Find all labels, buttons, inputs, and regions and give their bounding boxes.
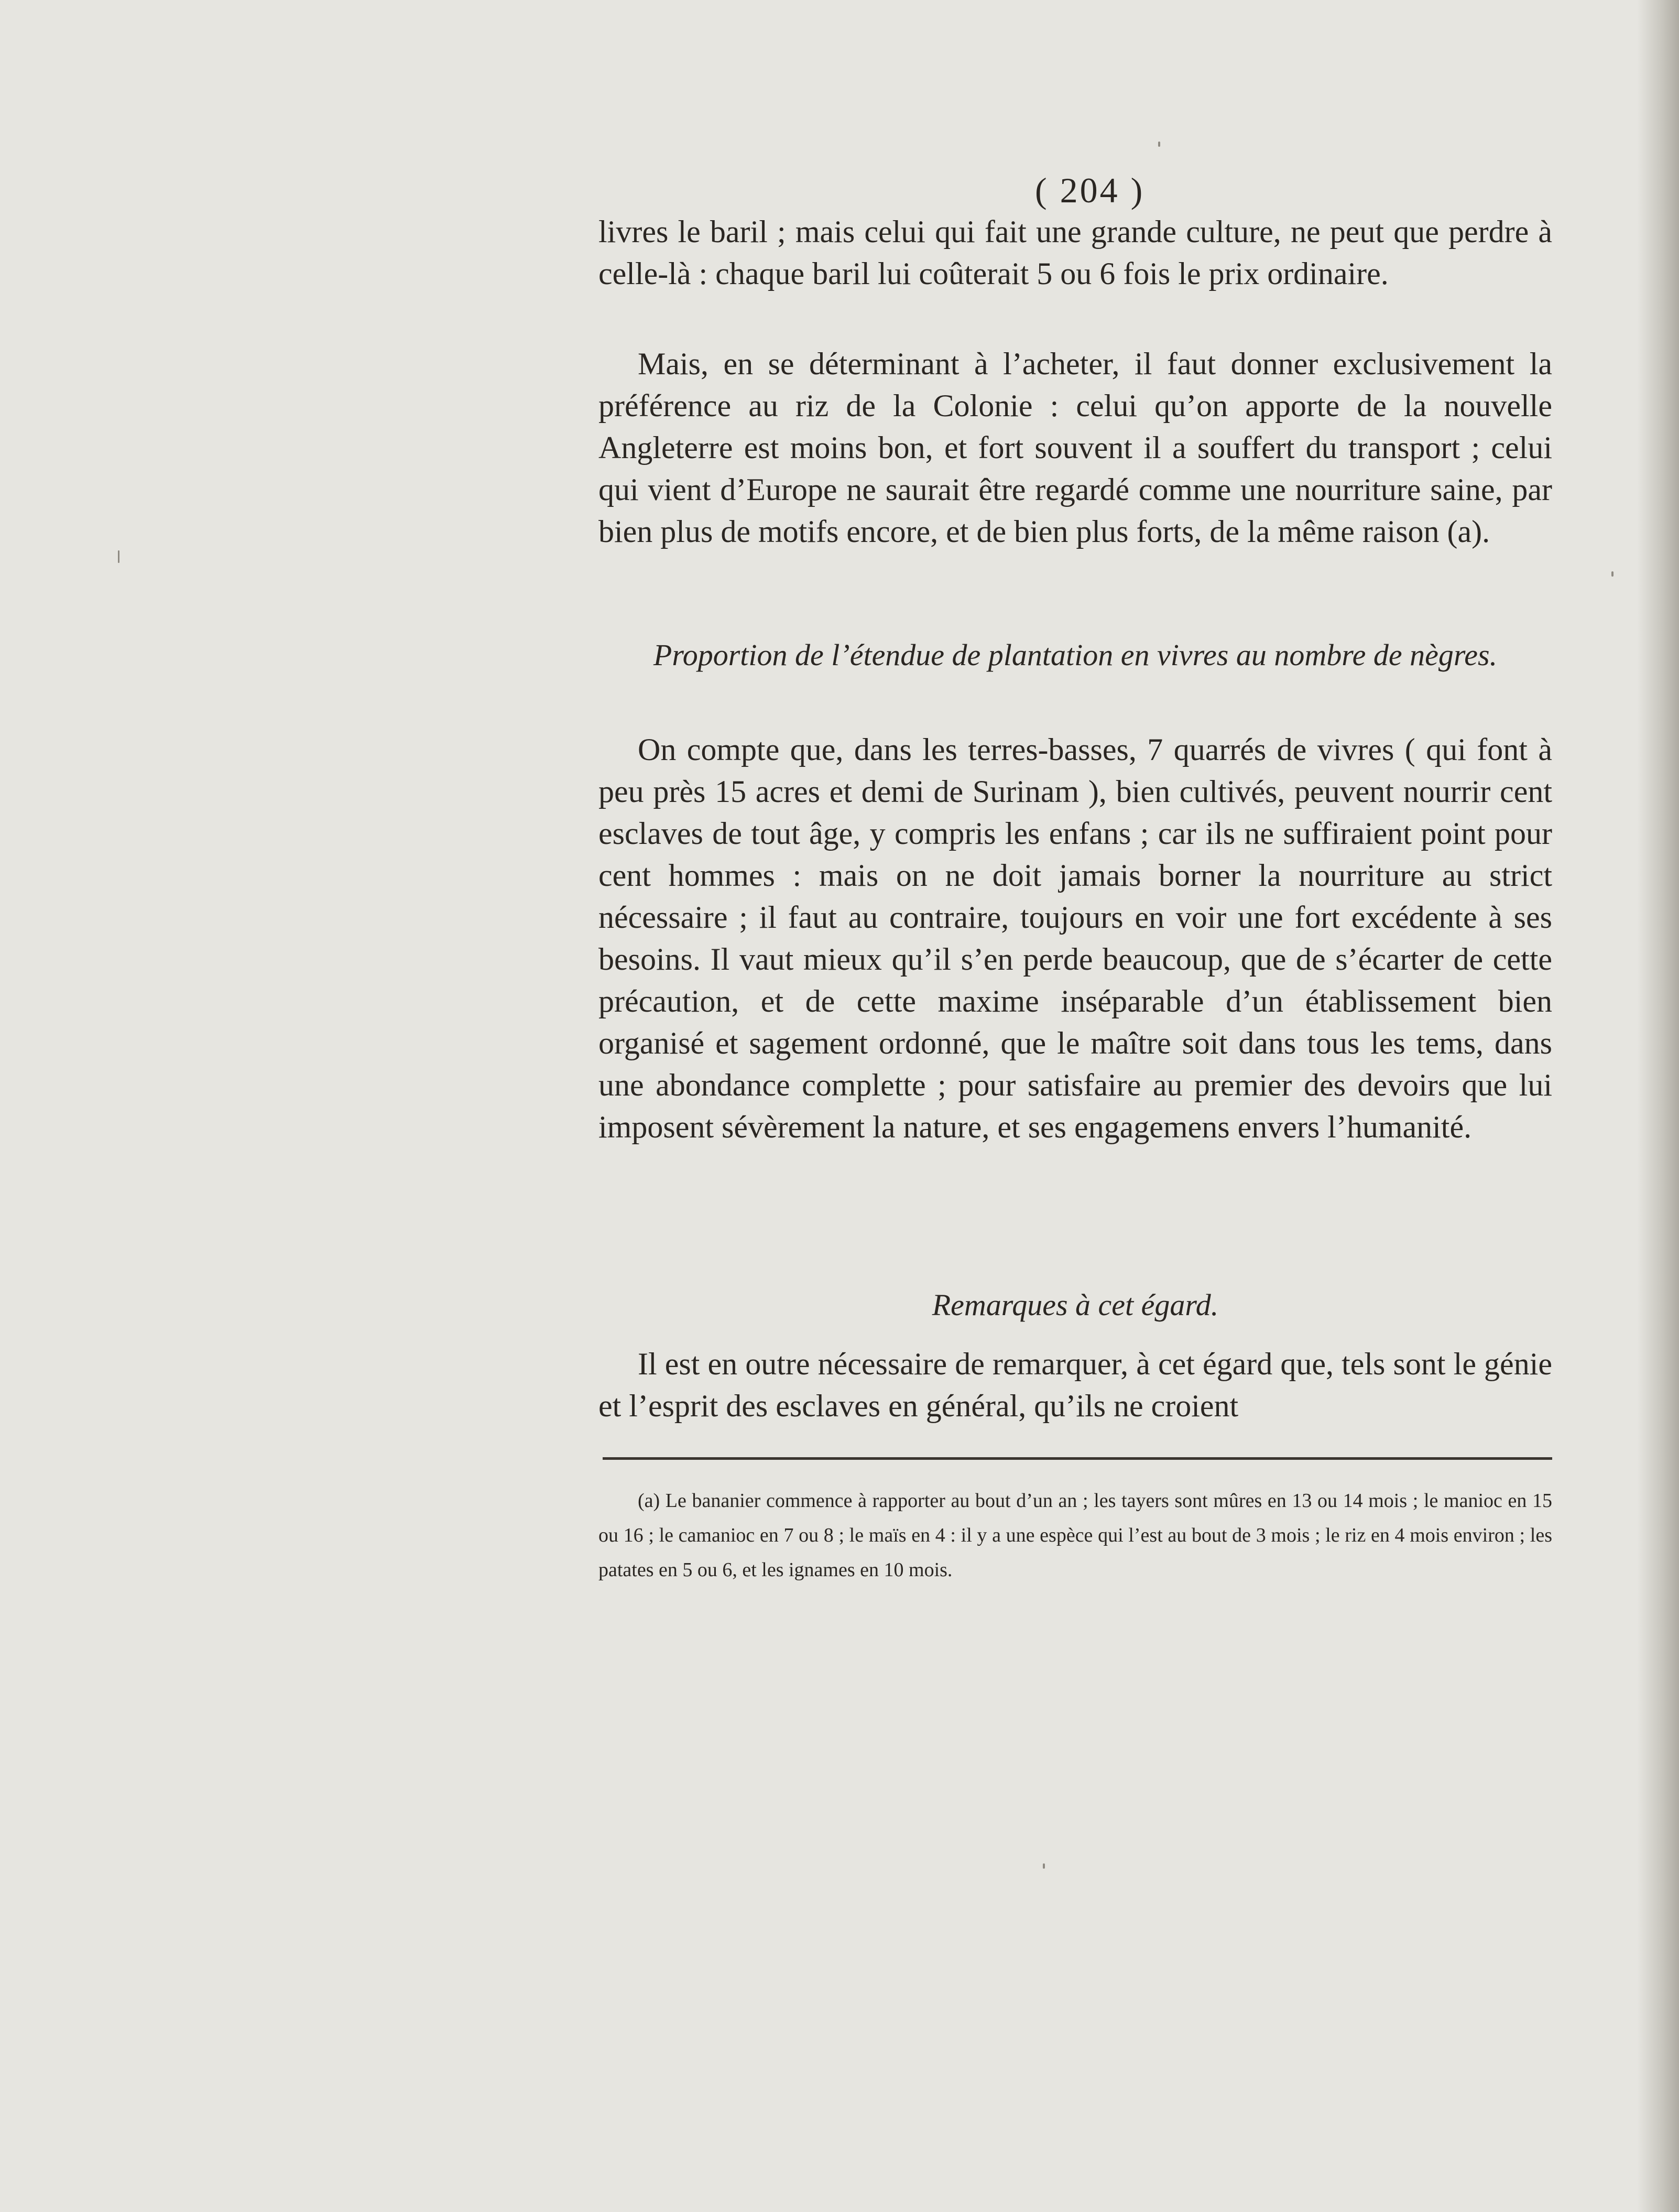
paragraph-continuation: livres le baril ; mais celui qui fait une grande culture, ne peut que perdre à celle-là : chaque baril lui coûterait 5 ou 6 fois le prix ordinaire. <box>598 214 1552 291</box>
paragraph-rice-purchase: Mais, en se déterminant à l’acheter, il faut donner exclusivement la préférence au riz de la Colonie : celui qu’on apporte de la nouvelle Angleterre est moins bon, et fort souvent il a souffert du transport ; celui qui vient d’Europe ne saurait être regardé comme une nourriture saine, par bien plus de motifs encore, et de bien plus forts, de la même raison (a). <box>598 346 1552 549</box>
footnote-divider <box>603 1457 1552 1460</box>
paragraph-remarks: Il est en outre nécessaire de remarquer, à cet égard que, tels sont le génie et l’esprit des esclaves en général, qu’ils ne croient <box>598 1347 1552 1423</box>
page-edge-shadow <box>1637 0 1679 2212</box>
section-heading-remarks: Remarques à cet égard. <box>932 1288 1219 1322</box>
section-heading-proportion: Proportion de l’étendue de plantation en vivres au nombre de nègres. <box>653 638 1498 672</box>
paper-speck <box>1043 1863 1045 1869</box>
paper-speck <box>1611 571 1613 577</box>
footnote-a: (a) Le bananier commence à rapporter au bout d’un an ; les tayers sont mûres en 13 ou 14 mois ; le manioc en 15 ou 16 ; le camanioc en 7 ou 8 ; le maïs en 4 : il y a une espèce qui l’est au bout de 3 mois ; le riz en 4 mois environ ; les patates en 5 ou 6, et les ignames en 10 mois. <box>598 1490 1552 1581</box>
paragraph-provisions: On compte que, dans les terres-basses, 7 quarrés de vivres ( qui font à peu près 15 acres et demi de Surinam ), bien cultivés, peuvent nourrir cent esclaves de tout âge, y compris les enfans ; car ils ne suffiraient point pour cent hommes : mais on ne doit jamais borner la nourriture au strict nécessaire ; il faut au contraire, toujours en voir une fort excédente à ses besoins. Il vaut mieux qu’il s’en perde beaucoup, que de s’écarter de cette précaution, et de cette maxime inséparable d’un établissement bien organisé et sagement ordonné, que le maître soit dans tous les tems, dans une abondance complette ; pour satisfaire au premier des devoirs que lui imposent sévèrement la nature, et ses engagemens envers l’humanité. <box>598 732 1552 1144</box>
paper-speck <box>118 550 119 563</box>
paper-speck <box>1158 142 1160 147</box>
page-number: ( 204 ) <box>1035 170 1145 210</box>
